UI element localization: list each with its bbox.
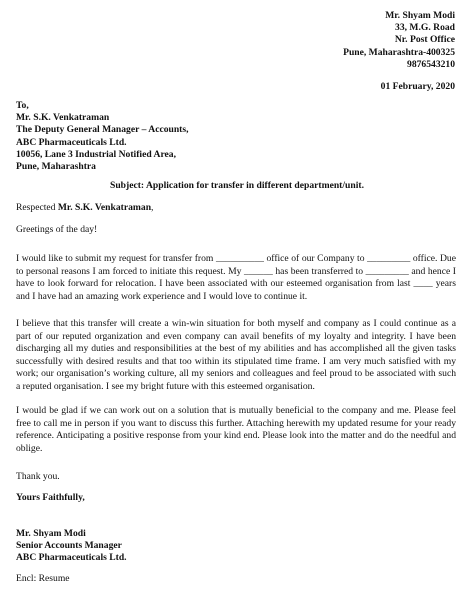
sender-landmark: Nr. Post Office [394,34,455,46]
greeting: Greetings of the day! [16,224,98,235]
sender-address [343,10,455,71]
letter-date: 01 February, 2020 [380,81,455,92]
signature-name: Mr. Shyam Modi [16,528,86,539]
sender-street: 33, M.G. Road [395,22,455,34]
recipient-city: Pune, Maharashtra [16,161,96,173]
recipient-address [16,100,189,173]
salutation-suffix: , [151,202,154,213]
signature-company: ABC Pharmaceuticals Ltd. [16,552,127,564]
recipient-company: ABC Pharmaceuticals Ltd. [16,136,127,148]
signature-block [16,528,127,565]
body-paragraph-1: I would like to submit my request for transfer from __________ office of our Company to _________ office. Due to personal reasons I am forced to initiate this request. My ______ has been transferred to _________ and hence I have to look forward for relocation. I have been associated with our esteemed organisation from last ____ years and I have had an amazing work experience and I would love to continue it. [16,253,456,302]
salutation [16,202,153,214]
sender-name: Mr. Shyam Modi [385,10,455,21]
signature-title: Senior Accounts Manager [16,540,122,552]
enclosure: Encl: Resume [16,573,70,584]
sender-city: Pune, Maharashtra-400325 [343,46,455,58]
sender-phone: 9876543210 [407,58,455,70]
recipient-name: Mr. S.K. Venkatraman [16,112,110,124]
salutation-prefix: Respected [16,202,58,213]
closing: Yours Faithfully, [16,492,85,503]
thank-you: Thank you. [16,471,60,482]
body-paragraph-3: I would be glad if we can work out on a solution that is mutually beneficial to the company and me. Please feel free to call me in person if you want to discuss this further. Attaching herewith my updated resume for your ready reference. Anticipating a positive response from your kind end. Please look into the matter and do the needful and oblige. [16,405,456,454]
recipient-to: To, [16,100,29,111]
salutation-name: Mr. S.K. Venkatraman [57,202,152,213]
body-paragraph-2: I believe that this transfer will create a win-win situation for both myself and company as I could continue as a part of our reputed organization and even company can avail benefits of my loyalty and integrity. I have been discharging all my duties and responsibilities at the best of my abilities and has accomplished all the given tasks successfully with desired results and that too within its stipulated time frame. I am very much satisfied with my work; our organisation’s working culture, all my seniors and colleagues and feel proud to be associated with such a reputed organisation. I see my bright future with this esteemed organisation. [16,318,456,392]
recipient-designation: The Deputy General Manager – Accounts, [16,124,189,136]
recipient-street: 10056, Lane 3 Industrial Notified Area, [16,148,176,160]
subject-line: Subject: Application for transfer in different department/unit. [110,180,364,191]
